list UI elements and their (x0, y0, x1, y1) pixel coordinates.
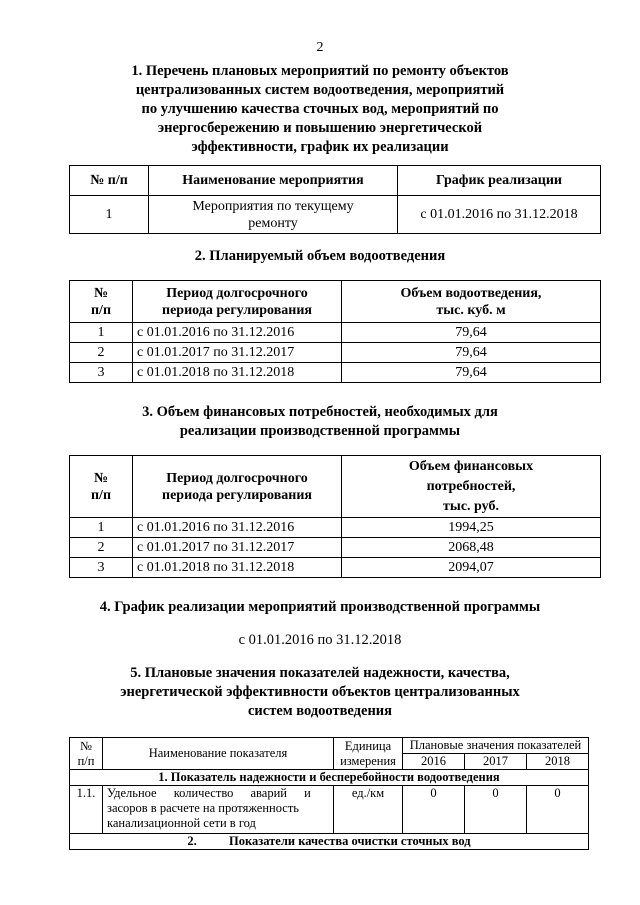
column-header-period (133, 281, 342, 323)
column-header-num (70, 281, 133, 323)
table-row (70, 786, 589, 834)
indicator-name-line: Удельное количество аварий и (107, 786, 311, 800)
value: 2094,07 (342, 558, 601, 578)
table-header-row (70, 738, 589, 754)
section2-title: 2. Планируемый объем водоотведения (194, 248, 446, 264)
period: с 01.01.2017 по 31.12.2017 (133, 538, 342, 558)
value-2016: 0 (403, 786, 465, 834)
table-header-row (70, 166, 601, 196)
table-row (70, 196, 601, 234)
column-header-num (70, 456, 133, 518)
column-header-period (133, 456, 342, 518)
column-header-planned: Плановые значения показателей (403, 738, 589, 754)
section1-table (69, 165, 601, 234)
section1-title-line: эффективности, график их реализации (191, 139, 449, 155)
column-header-year: 2017 (465, 754, 527, 770)
row-number: 3 (70, 363, 133, 383)
section5-title (0, 664, 640, 721)
section1-title (0, 62, 640, 157)
value-2018: 0 (527, 786, 589, 834)
period: с 01.01.2016 по 31.12.2016 (133, 323, 342, 343)
header-line: Объем водоотведения, (400, 285, 542, 301)
header-line: Объем финансовых (408, 458, 534, 474)
table-row (70, 343, 601, 363)
row-number: 1 (70, 323, 133, 343)
header-line: Период долгосрочного (166, 285, 308, 301)
column-header-year: 2016 (403, 754, 465, 770)
schedule: с 01.01.2016 по 31.12.2018 (398, 196, 601, 234)
header-line: измерения (340, 753, 396, 768)
group-row (70, 834, 589, 850)
column-header-value (342, 281, 601, 323)
value: 2068,48 (342, 538, 601, 558)
column-header-value (342, 456, 601, 518)
section5-title-line: систем водоотведения (247, 703, 393, 719)
value: 1994,25 (342, 518, 601, 538)
period: с 01.01.2017 по 31.12.2017 (133, 343, 342, 363)
group-title: 1. Показатель надежности и бесперебойности водоотведения (70, 770, 589, 786)
measure-name-line: Мероприятия по текущему (192, 198, 354, 214)
value: 79,64 (342, 363, 601, 383)
column-header-unit (334, 738, 403, 770)
indicator-name-line: засоров в расчете на протяженность (107, 801, 300, 815)
column-header-num (70, 738, 103, 770)
section5-title-line: энергетической эффективности объектов централизованных (120, 684, 520, 700)
header-line: Период долгосрочного (166, 470, 308, 486)
indicator-name-line: канализационной сети в год (107, 816, 256, 830)
section1-title-line: централизованных систем водоотведения, мероприятий (135, 82, 505, 98)
section2-table (69, 280, 601, 383)
table-row (70, 558, 601, 578)
header-line: тыс. куб. м (436, 302, 506, 318)
section3-title-line: реализации производственной программы (179, 423, 461, 439)
table-row (70, 363, 601, 383)
column-header: № п/п (70, 166, 149, 196)
header-line: периода регулирования (162, 302, 312, 318)
section3-table (69, 455, 601, 578)
page-number: 2 (316, 40, 324, 55)
measure-name-line: ремонту (248, 215, 298, 231)
measure-name (149, 196, 398, 234)
section4-period: с 01.01.2016 по 31.12.2018 (238, 632, 402, 648)
column-header-name: Наименование показателя (103, 738, 334, 770)
section1-title-line: по улучшению качества сточных вод, мероприятий по (141, 101, 499, 117)
value: 79,64 (342, 343, 601, 363)
section1-title-line: энергосбережению и повышению энергетической (157, 120, 483, 136)
section5-table (69, 737, 589, 850)
header-line: тыс. руб. (443, 498, 499, 514)
value: 79,64 (342, 323, 601, 343)
group-number: 2. (187, 834, 197, 848)
section5-title-line: 5. Плановые значения показателей надежности, качества, (130, 665, 510, 681)
header-line: № (80, 738, 92, 753)
table-header-row (70, 281, 601, 323)
period: с 01.01.2016 по 31.12.2016 (133, 518, 342, 538)
group-row (70, 770, 589, 786)
table-row (70, 538, 601, 558)
row-number: 1 (70, 196, 149, 234)
indicator-name (103, 786, 334, 834)
header-line: Единица (344, 738, 392, 753)
table-header-row (70, 456, 601, 518)
column-header: Наименование мероприятия (149, 166, 398, 196)
period: с 01.01.2018 по 31.12.2018 (133, 363, 342, 383)
header-line: периода регулирования (162, 487, 312, 503)
table-row (70, 518, 601, 538)
group-title (70, 834, 589, 850)
row-number: 2 (70, 343, 133, 363)
value-2017: 0 (465, 786, 527, 834)
section4-title: 4. График реализации мероприятий производственной программы (99, 599, 541, 615)
header-line: потребностей, (426, 478, 516, 494)
column-header-year: 2018 (527, 754, 589, 770)
section3-title (0, 403, 640, 441)
header-line: № (93, 470, 109, 486)
section3-title-line: 3. Объем финансовых потребностей, необходимых для (142, 404, 498, 420)
group-label: Показатели качества очистки сточных вод (228, 834, 471, 848)
header-line: п/п (90, 487, 112, 503)
row-number: 1.1. (70, 786, 103, 834)
row-number: 1 (70, 518, 133, 538)
header-line: п/п (77, 753, 95, 768)
unit: ед./км (334, 786, 403, 834)
header-line: № (93, 285, 109, 301)
period: с 01.01.2018 по 31.12.2018 (133, 558, 342, 578)
header-line: п/п (90, 302, 112, 318)
row-number: 3 (70, 558, 133, 578)
section1-title-line: 1. Перечень плановых мероприятий по ремонту объектов (131, 63, 509, 79)
row-number: 2 (70, 538, 133, 558)
table-row (70, 323, 601, 343)
column-header: График реализации (398, 166, 601, 196)
